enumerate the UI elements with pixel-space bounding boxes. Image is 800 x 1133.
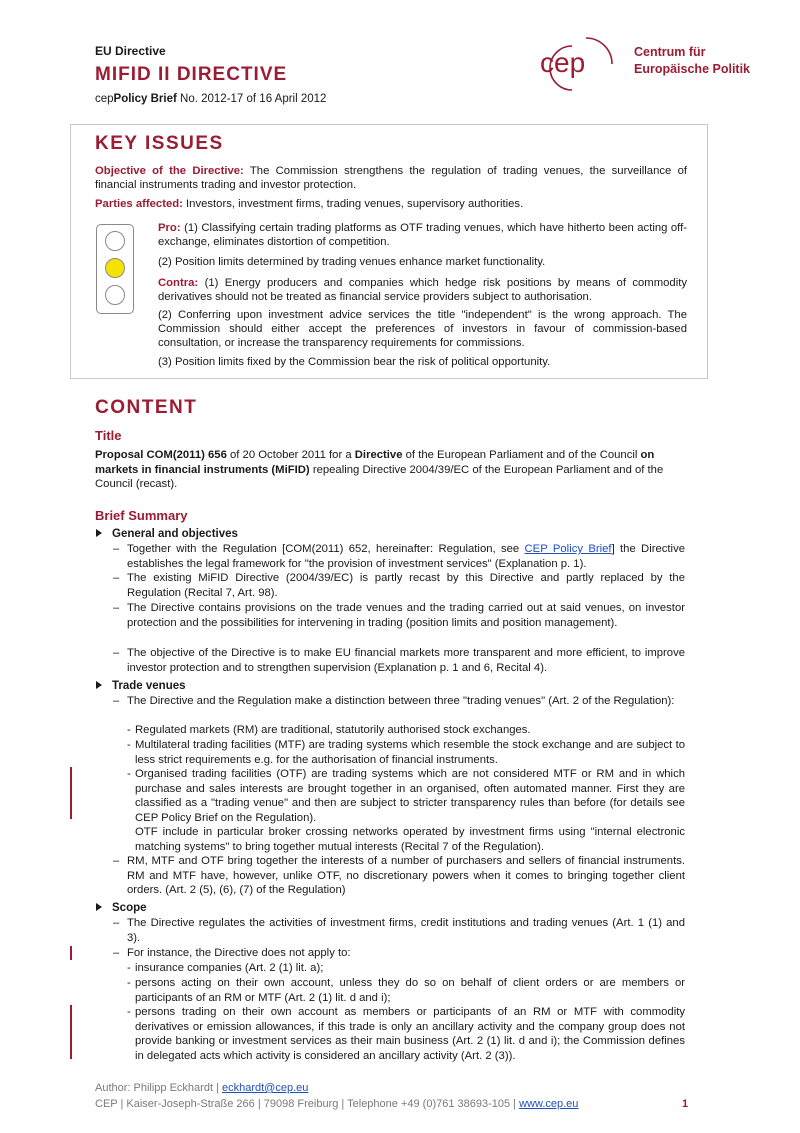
contra-2: (2) Conferring upon investment advice services the title "independent" is the wrong approach. The Commission should either accept the preferences of investors in favour of commission-based consultation, or increase the transparency requirements for commissions. — [158, 309, 687, 349]
brief-number: cepPolicy Brief No. 2012-17 of 16 April 2012 — [95, 93, 327, 105]
sub-list-item: - persons trading on their own account as members or participants of an RM or MTF with commodity derivatives or emission allowances, if this trade is only an ancillary activity and the company group does not provide banking or investment services as their main business (Art. 2 (1) lit. d and i); the Commission defines in delegated acts which activity is considered an ancillary activity (Art. 2 (3)). — [127, 1006, 685, 1062]
list-item: – Together with the Regulation [COM(2011) 652, hereinafter: Regulation, see CEP Policy Brief] the Directive establishes the legal framework for "the provision of investment services" (Explanation p. 1). — [113, 543, 685, 570]
list-item: – The Directive and the Regulation make a distinction between three "trading venues" (Art. 2 of the Regulation): — [113, 695, 675, 707]
key-issues-heading: KEY ISSUES — [95, 133, 224, 154]
logo-mark: cep — [540, 47, 586, 78]
list-item: – For instance, the Directive does not apply to: — [113, 947, 351, 959]
pro-2: (2) Position limits determined by trading venues enhance market functionality. — [158, 256, 546, 268]
list-item: – The Directive regulates the activities of investment firms, credit institutions and trading venues (Art. 1 (1) and 3). — [113, 917, 685, 944]
parties-text: Parties affected: Investors, investment firms, trading venues, supervisory authorities. — [95, 198, 524, 210]
document-kicker: EU Directive — [95, 44, 166, 58]
sub-list-item: - persons acting on their own account, unless they do so on behalf of client orders or are members or participants of an RM or MTF (Art. 2 (1) lit. d and i); — [127, 977, 685, 1004]
traffic-light-green-icon — [105, 285, 125, 305]
pro-1: Pro: (1) Classifying certain trading platforms as OTF trading venues, which have hitherto been acting off-exchange, eliminates distortion of competition. — [158, 222, 687, 248]
margin-change-bar — [70, 767, 72, 819]
section-scope: Scope — [96, 902, 147, 914]
arrow-icon — [96, 529, 102, 537]
sub-list-item: - insurance companies (Art. 2 (1) lit. a); — [127, 962, 324, 974]
list-item: – The Directive contains provisions on the trade venues and the trading carried out at said venues, on investor protection and the possibilities for intervening in trading (position limits and position management). — [113, 602, 685, 629]
contra-1: Contra: (1) Energy producers and companies which hedge risk positions by means of commodity derivatives should not be treated as financial service providers subject to authorisation. — [158, 277, 687, 303]
traffic-light-icon — [96, 224, 134, 314]
sub-list-item: - Organised trading facilities (OTF) are trading systems which are not considered MTF or RM and in which purchase and sales interests are brought together in an organised, often automated manner. First they are classified as a "trading venue" and then are subject to stricter transparency rules than before (for details see CEP Policy Brief on the Regulation). — [127, 768, 685, 824]
sub-list-item: - Multilateral trading facilities (MTF) are trading systems which resemble the stock exchange and are subject to less strict requirements e.g. for the authorisation of financial instruments. — [127, 739, 685, 766]
footer-address: CEP | Kaiser-Joseph-Straße 266 | 79098 Freiburg | Telephone +49 (0)761 38693-105 | www.cep.eu — [95, 1098, 579, 1110]
list-item: – The existing MiFID Directive (2004/39/EC) is partly recast by this Directive and partly replaced by the Regulation (Recital 7, Art. 98). — [113, 572, 685, 599]
title-heading: Title — [95, 428, 122, 443]
arrow-icon — [96, 681, 102, 689]
document-title: MIFID II DIRECTIVE — [95, 64, 288, 85]
footer-author: Author: Philipp Eckhardt | eckhardt@cep.eu — [95, 1082, 309, 1094]
author-email-link[interactable]: eckhardt@cep.eu — [221, 1082, 309, 1094]
margin-change-bar — [70, 946, 72, 960]
margin-change-bar — [70, 1005, 72, 1059]
page-number: 1 — [682, 1098, 689, 1110]
content-heading: CONTENT — [95, 397, 198, 418]
sub-list-item: - Regulated markets (RM) are traditional, statutorily authorised stock exchanges. — [127, 724, 531, 736]
arrow-icon — [96, 903, 102, 911]
website-link[interactable]: www.cep.eu — [519, 1098, 579, 1110]
contra-3: (3) Position limits fixed by the Commission bear the risk of political opportunity. — [158, 356, 551, 368]
sub-list-paragraph: OTF include in particular broker crossing networks operated by investment firms using "internal electronic matching systems" to bring together mutual interests (Recital 7 of the Regulation). — [135, 826, 685, 853]
section-trade-venues: Trade venues — [96, 680, 186, 692]
traffic-light-red-icon — [105, 231, 125, 251]
section-general: General and objectives — [96, 528, 238, 540]
list-item: – The objective of the Directive is to make EU financial markets more transparent and more efficient, to improve investor protection and to strengthen supervision (Explanation p. 1 and 6, Recital 4). — [113, 647, 685, 674]
traffic-light-yellow-icon — [105, 258, 125, 278]
brief-summary-heading: Brief Summary — [95, 508, 188, 523]
cep-policy-brief-link[interactable]: CEP Policy Brief — [524, 543, 612, 555]
organisation-name: Centrum für Europäische Politik — [634, 45, 751, 76]
objective-text: Objective of the Directive: The Commission strengthens the regulation of trading venues, the surveillance of financial instruments trading and investor protection. — [95, 165, 687, 191]
list-item: – RM, MTF and OTF bring together the interests of a number of purchasers and sellers of financial instruments. RM and MTF have, however, unlike OTF, no discretionary powers when it comes to bringing together client orders. (Art. 2 (5), (6), (7) of the Regulation) — [113, 855, 685, 896]
proposal-paragraph: Proposal COM(2011) 656 of 20 October 2011 for a Directive of the European Parliament and of the Council on markets in financial instruments (MiFID) repealing Directive 2004/39/EC of the European Parliament and of the Council (recast). — [95, 449, 664, 490]
